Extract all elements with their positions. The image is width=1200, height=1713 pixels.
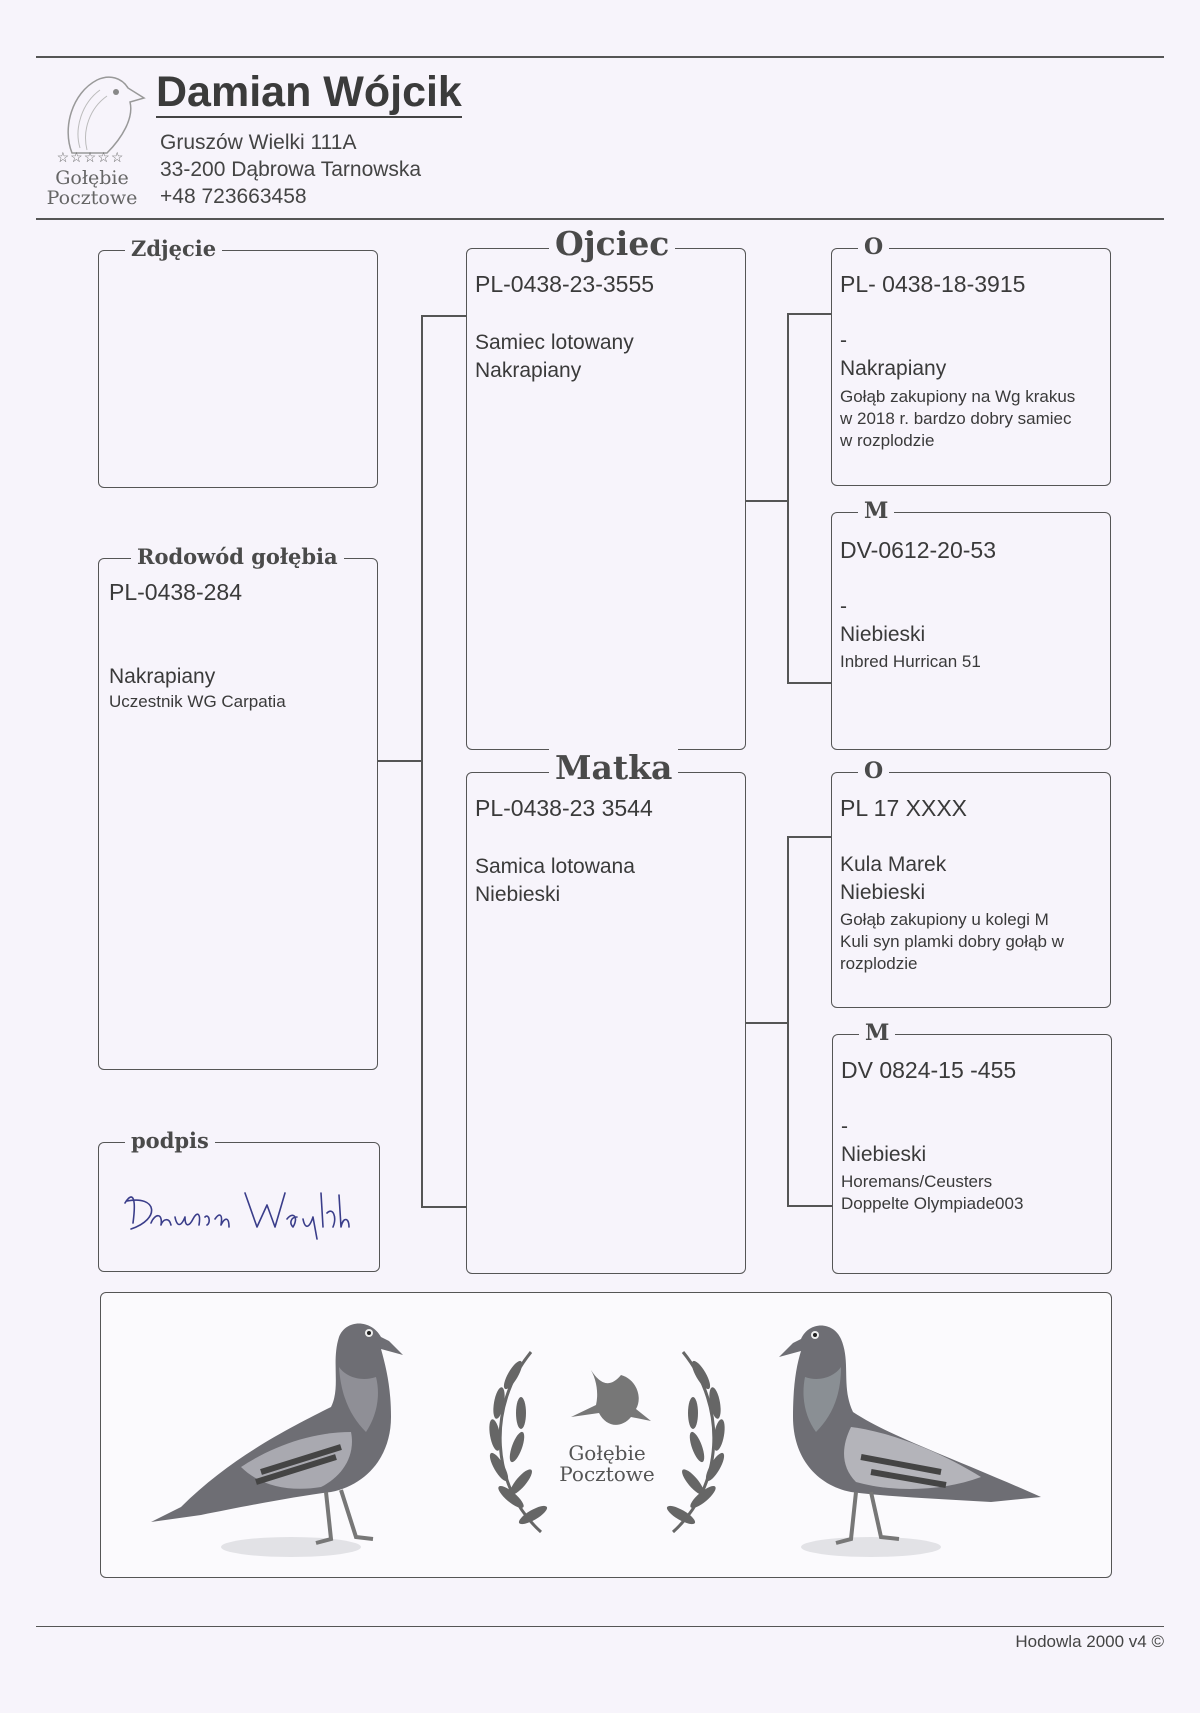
banner-logo-line1: Gołębie bbox=[568, 1441, 646, 1465]
mm-note1: Horemans/Ceusters bbox=[841, 1172, 993, 1191]
connector-pigeon-stub bbox=[378, 760, 422, 762]
ff-note2: w 2018 r. bardzo dobry samiec bbox=[840, 409, 1072, 428]
connector-mother-vertical bbox=[787, 836, 789, 1206]
ff-color: Nakrapiany bbox=[840, 357, 947, 380]
fm-breeder: - bbox=[840, 595, 847, 618]
mother-box bbox=[466, 748, 746, 1274]
fm-note1: Inbred Hurrican 51 bbox=[840, 652, 981, 671]
grandfather-maternal-box bbox=[831, 758, 1111, 1008]
signature-box bbox=[98, 1128, 380, 1272]
banner-logo-line2: Pocztowe bbox=[559, 1462, 655, 1486]
grandmother-maternal-box bbox=[832, 1020, 1112, 1274]
mm-color: Niebieski bbox=[841, 1143, 927, 1166]
fm-color: Niebieski bbox=[840, 623, 926, 646]
mf-breeder: Kula Marek bbox=[840, 853, 947, 876]
handwritten-signature-icon bbox=[117, 1183, 357, 1253]
mf-color: Niebieski bbox=[840, 881, 926, 904]
mm-note2: Doppelte Olympiade003 bbox=[841, 1194, 1024, 1213]
fm-legend: M bbox=[858, 498, 894, 524]
connector-to-mf bbox=[787, 836, 832, 838]
father-ring: PL-0438-23-3555 bbox=[475, 271, 655, 297]
ff-ring: PL- 0438-18-3915 bbox=[840, 271, 1026, 297]
photo-box bbox=[98, 236, 378, 488]
connector-to-ff bbox=[787, 313, 832, 315]
ff-breeder: - bbox=[840, 329, 847, 352]
father-legend: Ojciec bbox=[549, 224, 675, 263]
banner-box bbox=[100, 1292, 1112, 1578]
mm-ring: DV 0824-15 -455 bbox=[841, 1057, 1017, 1083]
connector-to-father bbox=[421, 315, 467, 317]
mf-note3: rozplodzie bbox=[840, 954, 918, 973]
pigeon-box bbox=[98, 544, 378, 1070]
mf-ring: PL 17 XXXX bbox=[840, 795, 968, 821]
logo-line2: Pocztowe bbox=[46, 187, 138, 209]
pigeon-head-logo-icon bbox=[52, 68, 147, 158]
signature-legend: podpis bbox=[125, 1128, 215, 1153]
ff-note1: Gołąb zakupiony na Wg krakus bbox=[840, 387, 1076, 406]
header-bottom-rule bbox=[36, 218, 1164, 220]
grandmother-paternal-box bbox=[831, 498, 1111, 750]
mother-line1: Samica lotowana bbox=[475, 855, 635, 878]
mf-note2: Kuli syn plamki dobry gołąb w bbox=[840, 932, 1064, 951]
mother-line2: Niebieski bbox=[475, 883, 561, 906]
footer-rule bbox=[36, 1626, 1164, 1627]
mf-note1: Gołąb zakupiony u kolegi M bbox=[840, 910, 1049, 929]
address-line2: 33-200 Dąbrowa Tarnowska bbox=[160, 158, 422, 181]
connector-to-mm bbox=[787, 1205, 832, 1207]
connector-to-fm bbox=[787, 682, 832, 684]
connector-parents-vertical bbox=[421, 315, 423, 1207]
mm-breeder: - bbox=[841, 1115, 848, 1138]
grandfather-paternal-box bbox=[831, 234, 1111, 486]
pigeon-left-icon bbox=[141, 1307, 441, 1567]
father-line1: Samiec lotowany bbox=[475, 331, 634, 354]
mother-legend: Matka bbox=[549, 748, 678, 787]
father-box bbox=[466, 224, 746, 750]
pigeon-right-icon bbox=[741, 1307, 1061, 1567]
pigeon-color: Nakrapiany bbox=[109, 665, 216, 688]
wreath-logo-icon bbox=[471, 1317, 743, 1557]
mf-legend: O bbox=[858, 758, 889, 784]
connector-father-vertical bbox=[787, 313, 789, 683]
fm-ring: DV-0612-20-53 bbox=[840, 537, 996, 563]
connector-mother-stub bbox=[746, 1022, 788, 1024]
banner-logo-text bbox=[551, 1443, 663, 1485]
connector-father-stub bbox=[746, 500, 788, 502]
connector-to-mother bbox=[421, 1206, 467, 1208]
header-top-rule bbox=[36, 56, 1164, 58]
pigeon-note: Uczestnik WG Carpatia bbox=[109, 692, 286, 711]
logo-line1: Gołębie bbox=[55, 167, 129, 189]
pigeon-legend: Rodowód gołębia bbox=[131, 544, 344, 569]
owner-name: Damian Wójcik bbox=[156, 68, 462, 116]
footer-text: Hodowla 2000 v4 © bbox=[1015, 1632, 1164, 1651]
logo-stars: ☆☆☆☆☆ bbox=[56, 150, 125, 166]
ff-note3: w rozplodzie bbox=[840, 431, 935, 450]
address-line1: Gruszów Wielki 111A bbox=[160, 131, 357, 154]
phone-number: +48 723663458 bbox=[160, 185, 307, 208]
mother-ring: PL-0438-23 3544 bbox=[475, 795, 653, 821]
photo-legend: Zdjęcie bbox=[125, 236, 222, 261]
ff-legend: O bbox=[858, 234, 889, 260]
logo-text bbox=[36, 168, 148, 208]
mm-legend: M bbox=[859, 1020, 895, 1046]
pigeon-ring: PL-0438-284 bbox=[109, 579, 242, 605]
father-line2: Nakrapiany bbox=[475, 359, 582, 382]
